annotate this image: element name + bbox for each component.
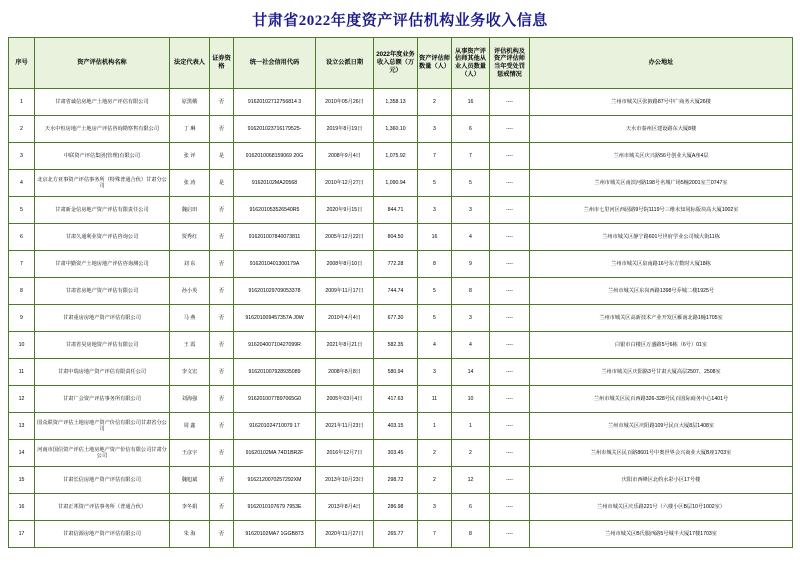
cell-representative: 朱 海 xyxy=(170,521,210,548)
cell-penalty: ---- xyxy=(490,278,530,305)
cell-appraisers: 5 xyxy=(418,170,452,197)
cell-securities: 否 xyxy=(210,440,234,467)
cell-address: 白银市白楼区万盛路5号6栋（6号）01室 xyxy=(530,332,793,359)
cell-establish-date: 2019年8月19日 xyxy=(316,116,374,143)
table-row xyxy=(9,359,793,386)
cell-penalty: ---- xyxy=(490,143,530,170)
cell-name: 甘肃省诚信房地产土地房产评估有限公司 xyxy=(35,89,170,116)
cell-penalty: ---- xyxy=(490,224,530,251)
table-row xyxy=(9,278,793,305)
cell-income: 677.30 xyxy=(374,305,418,332)
cell-credit-code: 91620102MA7 1GGB873 xyxy=(234,521,316,548)
cell-penalty: ---- xyxy=(490,170,530,197)
cell-credit-code: 916201009457357A J0W xyxy=(234,305,316,332)
cell-representative: 原黑娥 xyxy=(170,89,210,116)
cell-income: 582.35 xyxy=(374,332,418,359)
col-header-securities-qualification: 证券资格 xyxy=(210,38,234,89)
cell-establish-date: 2008年9月4日 xyxy=(316,143,374,170)
business-income-table xyxy=(8,37,793,548)
cell-credit-code: 9162010107679 7953E xyxy=(234,494,316,521)
cell-securities: 是 xyxy=(210,170,234,197)
cell-address: 兰州市城关区静宁路601号世府学业公司城大街11栋 xyxy=(530,224,793,251)
cell-address: 兰州市城关区民百西路326-328号民百国际商务中心1401号 xyxy=(530,386,793,413)
cell-securities: 否 xyxy=(210,278,234,305)
cell-other-staff: 3 xyxy=(452,305,490,332)
cell-representative: 李文宏 xyxy=(170,359,210,386)
cell-other-staff: 14 xyxy=(452,359,490,386)
cell-address: 兰州市七里河区西固路9号院1119号三维未知同标版块高大厦1002室 xyxy=(530,197,793,224)
cell-representative: 王 霞 xyxy=(170,332,210,359)
col-header-office-address: 办公地址 xyxy=(530,38,793,89)
cell-name: 甘肃正邦资产评估事务所（普通合伙） xyxy=(35,494,170,521)
cell-name: 甘肃省房地产资产评估有限公司 xyxy=(35,278,170,305)
cell-income: 804.50 xyxy=(374,224,418,251)
cell-index: 16 xyxy=(9,494,35,521)
cell-securities: 否 xyxy=(210,521,234,548)
cell-index: 6 xyxy=(9,224,35,251)
cell-address: 兰州市城关区庆阳路109号民百大厦8层1408室 xyxy=(530,413,793,440)
cell-credit-code: 91620102MA 74D1BR2F xyxy=(234,440,316,467)
table-row xyxy=(9,494,793,521)
cell-other-staff: 4 xyxy=(452,332,490,359)
cell-address: 兰州市城关区泉南路16号东方数时大厦18栋 xyxy=(530,251,793,278)
cell-index: 9 xyxy=(9,305,35,332)
table-row xyxy=(9,224,793,251)
cell-establish-date: 2010年4月4日 xyxy=(316,305,374,332)
cell-establish-date: 2020年11月27日 xyxy=(316,521,374,548)
cell-income: 403.15 xyxy=(374,413,418,440)
cell-index: 4 xyxy=(9,170,35,197)
cell-securities: 否 xyxy=(210,251,234,278)
cell-other-staff: 2 xyxy=(452,440,490,467)
cell-representative: 李冬娟 xyxy=(170,494,210,521)
cell-income: 298.72 xyxy=(374,467,418,494)
cell-name: 甘肃长信房地产资产评估有限公司 xyxy=(35,467,170,494)
cell-establish-date: 2020年9月15日 xyxy=(316,197,374,224)
cell-address: 兰州市城关区B氏服西路5号城丰大厦17楼1703室 xyxy=(530,521,793,548)
cell-appraisers: 3 xyxy=(418,116,452,143)
cell-name: 甘肃省昊房地资产评估有限公司 xyxy=(35,332,170,359)
cell-other-staff: 10 xyxy=(452,386,490,413)
cell-credit-code: 9162010068159069 20G xyxy=(234,143,316,170)
cell-income: 286.98 xyxy=(374,494,418,521)
cell-representative: 马 燕 xyxy=(170,305,210,332)
cell-establish-date: 2009年11月17日 xyxy=(316,278,374,305)
table-row xyxy=(9,89,793,116)
cell-representative: 丁 琳 xyxy=(170,116,210,143)
cell-index: 17 xyxy=(9,521,35,548)
col-header-penalty: 评估机构及资产评估师当年受处罚惩戒情况 xyxy=(490,38,530,89)
cell-securities: 否 xyxy=(210,386,234,413)
cell-other-staff: 7 xyxy=(452,143,490,170)
cell-appraisers: 2 xyxy=(418,89,452,116)
cell-credit-code: 916201007840073811 xyxy=(234,224,316,251)
col-header-credit-code: 统一社会信用代码 xyxy=(234,38,316,89)
cell-index: 15 xyxy=(9,467,35,494)
cell-index: 3 xyxy=(9,143,35,170)
cell-appraisers: 8 xyxy=(418,251,452,278)
cell-other-staff: 8 xyxy=(452,278,490,305)
cell-appraisers: 16 xyxy=(418,224,452,251)
cell-other-staff: 5 xyxy=(452,170,490,197)
cell-securities: 否 xyxy=(210,305,234,332)
cell-representative: 周 鑫 xyxy=(170,413,210,440)
cell-penalty: ---- xyxy=(490,413,530,440)
page-title: 甘肃省2022年度资产评估机构业务收入信息 xyxy=(252,13,548,29)
cell-credit-code: 9162010401300179A xyxy=(234,251,316,278)
col-header-appraiser-count: 资产评估师数量（人） xyxy=(418,38,452,89)
cell-address: 兰州市城关区东岗西路1398号乔城二楼1925号 xyxy=(530,278,793,305)
cell-representative: 孙小英 xyxy=(170,278,210,305)
cell-address: 天水市秦州区建设路东大厦8楼 xyxy=(530,116,793,143)
cell-appraisers: 7 xyxy=(418,521,452,548)
cell-income: 417.63 xyxy=(374,386,418,413)
cell-securities: 是 xyxy=(210,143,234,170)
cell-appraisers: 3 xyxy=(418,197,452,224)
cell-establish-date: 2013年10月23日 xyxy=(316,467,374,494)
cell-other-staff: 16 xyxy=(452,89,490,116)
table-row xyxy=(9,467,793,494)
table-row xyxy=(9,386,793,413)
col-header-name: 资产评估机构名称 xyxy=(35,38,170,89)
cell-name: 甘肃新金信房地产资产评估有限责任公司 xyxy=(35,197,170,224)
cell-securities: 否 xyxy=(210,494,234,521)
cell-establish-date: 2021年11月23日 xyxy=(316,413,374,440)
cell-penalty: ---- xyxy=(490,521,530,548)
cell-penalty: ---- xyxy=(490,494,530,521)
cell-credit-code: 916201053526540R5 xyxy=(234,197,316,224)
cell-establish-date: 2005年12月22日 xyxy=(316,224,374,251)
col-header-index: 序号 xyxy=(9,38,35,89)
col-header-income-total: 2022年度业务收入总额（万元） xyxy=(374,38,418,89)
cell-income: 844.71 xyxy=(374,197,418,224)
cell-other-staff: 6 xyxy=(452,116,490,143)
table-row xyxy=(9,521,793,548)
cell-securities: 否 xyxy=(210,197,234,224)
cell-establish-date: 2008年8月8日 xyxy=(316,359,374,386)
cell-other-staff: 4 xyxy=(452,224,490,251)
cell-other-staff: 6 xyxy=(452,494,490,521)
cell-index: 12 xyxy=(9,386,35,413)
table-row xyxy=(9,197,793,224)
cell-address: 兰州市城关区南滨河路198号名城广场5幢2001室兰0747室 xyxy=(530,170,793,197)
cell-appraisers: 2 xyxy=(418,440,452,467)
cell-address: 兰州市城关区庆兴路56号创业大厦A座4层 xyxy=(530,143,793,170)
table-row xyxy=(9,332,793,359)
cell-name: 甘肃中瑞房地产资产评估有限责任公司 xyxy=(35,359,170,386)
cell-name: 甘肃久通利业资产评估咨询公司 xyxy=(35,224,170,251)
cell-securities: 否 xyxy=(210,359,234,386)
cell-penalty: ---- xyxy=(490,89,530,116)
cell-income: 1,075.92 xyxy=(374,143,418,170)
cell-other-staff: 12 xyxy=(452,467,490,494)
cell-appraisers: 2 xyxy=(418,467,452,494)
cell-other-staff: 9 xyxy=(452,251,490,278)
cell-establish-date: 2010年12月27日 xyxy=(316,170,374,197)
cell-address: 兰州市城关区庆乐路221号（六楼小区B层10号1002室） xyxy=(530,494,793,521)
cell-representative: 刘 东 xyxy=(170,251,210,278)
cell-penalty: ---- xyxy=(490,386,530,413)
table-body xyxy=(9,89,793,548)
cell-appraisers: 1 xyxy=(418,413,452,440)
cell-penalty: ---- xyxy=(490,305,530,332)
cell-name: 甘肃广会资产评估事务所有限公司 xyxy=(35,386,170,413)
cell-representative: 魏旭斌 xyxy=(170,467,210,494)
cell-index: 8 xyxy=(9,278,35,305)
cell-establish-date: 2013年8月4日 xyxy=(316,494,374,521)
cell-securities: 否 xyxy=(210,224,234,251)
cell-penalty: ---- xyxy=(490,332,530,359)
cell-index: 14 xyxy=(9,440,35,467)
cell-address: 兰州市城关区张掖路87号中广商务大厦26楼 xyxy=(530,89,793,116)
cell-credit-code: 9162010077897065G0 xyxy=(234,386,316,413)
cell-penalty: ---- xyxy=(490,467,530,494)
cell-income: 1,358.13 xyxy=(374,89,418,116)
cell-name: 甘肃中勤资产土地房地产评估咨询测公司 xyxy=(35,251,170,278)
cell-credit-code: 916201029709053378 xyxy=(234,278,316,305)
table-row xyxy=(9,116,793,143)
cell-penalty: ---- xyxy=(490,440,530,467)
cell-address: 兰州市城关区民百路8601号中奥世界会兴商业大厦B座1703室 xyxy=(530,440,793,467)
cell-establish-date: 2005年03月4日 xyxy=(316,386,374,413)
cell-representative: 张 涛 xyxy=(170,170,210,197)
cell-name: 河南市国信资产评估土地房地产资产价信有限公司甘肃分公司 xyxy=(35,440,170,467)
cell-income: 265.77 xyxy=(374,521,418,548)
cell-credit-code: 916201007928935089 xyxy=(234,359,316,386)
cell-establish-date: 2016年12月7日 xyxy=(316,440,374,467)
cell-index: 10 xyxy=(9,332,35,359)
cell-appraisers: 4 xyxy=(418,332,452,359)
cell-securities: 否 xyxy=(210,332,234,359)
cell-penalty: ---- xyxy=(490,359,530,386)
cell-income: 1,090.94 xyxy=(374,170,418,197)
cell-address: 兰州市城关区庆阳路3号甘肃大厦高层2507、2508室 xyxy=(530,359,793,386)
col-header-other-staff-count: 从事资产评估师其他从业人员数量（人） xyxy=(452,38,490,89)
cell-appraisers: 5 xyxy=(418,278,452,305)
col-header-representative: 法定代表人 xyxy=(170,38,210,89)
cell-index: 5 xyxy=(9,197,35,224)
cell-appraisers: 11 xyxy=(418,386,452,413)
cell-appraisers: 3 xyxy=(418,359,452,386)
cell-credit-code: 91620102MA20568 xyxy=(234,170,316,197)
table-row xyxy=(9,143,793,170)
cell-other-staff: 8 xyxy=(452,521,490,548)
cell-appraisers: 5 xyxy=(418,305,452,332)
cell-establish-date: 2021年8月21日 xyxy=(316,332,374,359)
cell-address: 兰州市城关区高新技术产业开发区雁南北路1幢1705室 xyxy=(530,305,793,332)
cell-securities: 否 xyxy=(210,413,234,440)
cell-income: 580.94 xyxy=(374,359,418,386)
cell-representative: 王彦宇 xyxy=(170,440,210,467)
cell-penalty: ---- xyxy=(490,251,530,278)
cell-credit-code: 916201024710079 17 xyxy=(234,413,316,440)
cell-representative: 贾秀红 xyxy=(170,224,210,251)
cell-credit-code: 91620400710427099R xyxy=(234,332,316,359)
cell-credit-code: 91620102712756814 3 xyxy=(234,89,316,116)
cell-representative: 张 评 xyxy=(170,143,210,170)
cell-penalty: ---- xyxy=(490,116,530,143)
cell-credit-code: 9162120070257292XM xyxy=(234,467,316,494)
cell-name: 国众联资产评估土地房地产资产价信有限公司甘肃省分公司 xyxy=(35,413,170,440)
cell-income: 772.28 xyxy=(374,251,418,278)
cell-index: 7 xyxy=(9,251,35,278)
cell-appraisers: 7 xyxy=(418,143,452,170)
cell-index: 1 xyxy=(9,89,35,116)
cell-other-staff: 3 xyxy=(452,197,490,224)
cell-income: 303.45 xyxy=(374,440,418,467)
cell-representative: 刘海强 xyxy=(170,386,210,413)
cell-establish-date: 2010年05月26日 xyxy=(316,89,374,116)
cell-index: 2 xyxy=(9,116,35,143)
cell-address: 庆阳市西峰区北约水彩小区17号楼 xyxy=(530,467,793,494)
table-row xyxy=(9,305,793,332)
cell-representative: 魏启田 xyxy=(170,197,210,224)
cell-other-staff: 1 xyxy=(452,413,490,440)
cell-name: 北京北方亚事资产评估事务所（特殊普通合伙）甘肃分公司 xyxy=(35,170,170,197)
table-header-row xyxy=(9,38,793,89)
cell-index: 13 xyxy=(9,413,35,440)
cell-index: 11 xyxy=(9,359,35,386)
cell-credit-code: 916201023716179525- xyxy=(234,116,316,143)
cell-name: 甘肃重房房地产资产评估有限公司 xyxy=(35,305,170,332)
cell-income: 744.74 xyxy=(374,278,418,305)
cell-establish-date: 2008年8月10日 xyxy=(316,251,374,278)
cell-name: 中联资产评估集团(管理)有限公司 xyxy=(35,143,170,170)
cell-securities: 否 xyxy=(210,89,234,116)
table-row xyxy=(9,170,793,197)
cell-name: 天水中恒房地产土地房产评估咨询勘察售有限公司 xyxy=(35,116,170,143)
table-row xyxy=(9,251,793,278)
col-header-establish-date: 设立公派日期 xyxy=(316,38,374,89)
cell-appraisers: 3 xyxy=(418,494,452,521)
table-row xyxy=(9,413,793,440)
cell-securities: 否 xyxy=(210,116,234,143)
cell-securities: 否 xyxy=(210,467,234,494)
cell-income: 1,360.10 xyxy=(374,116,418,143)
cell-penalty: ---- xyxy=(490,197,530,224)
cell-name: 甘肃信源房地产资产评估有限公司 xyxy=(35,521,170,548)
table-row xyxy=(9,440,793,467)
